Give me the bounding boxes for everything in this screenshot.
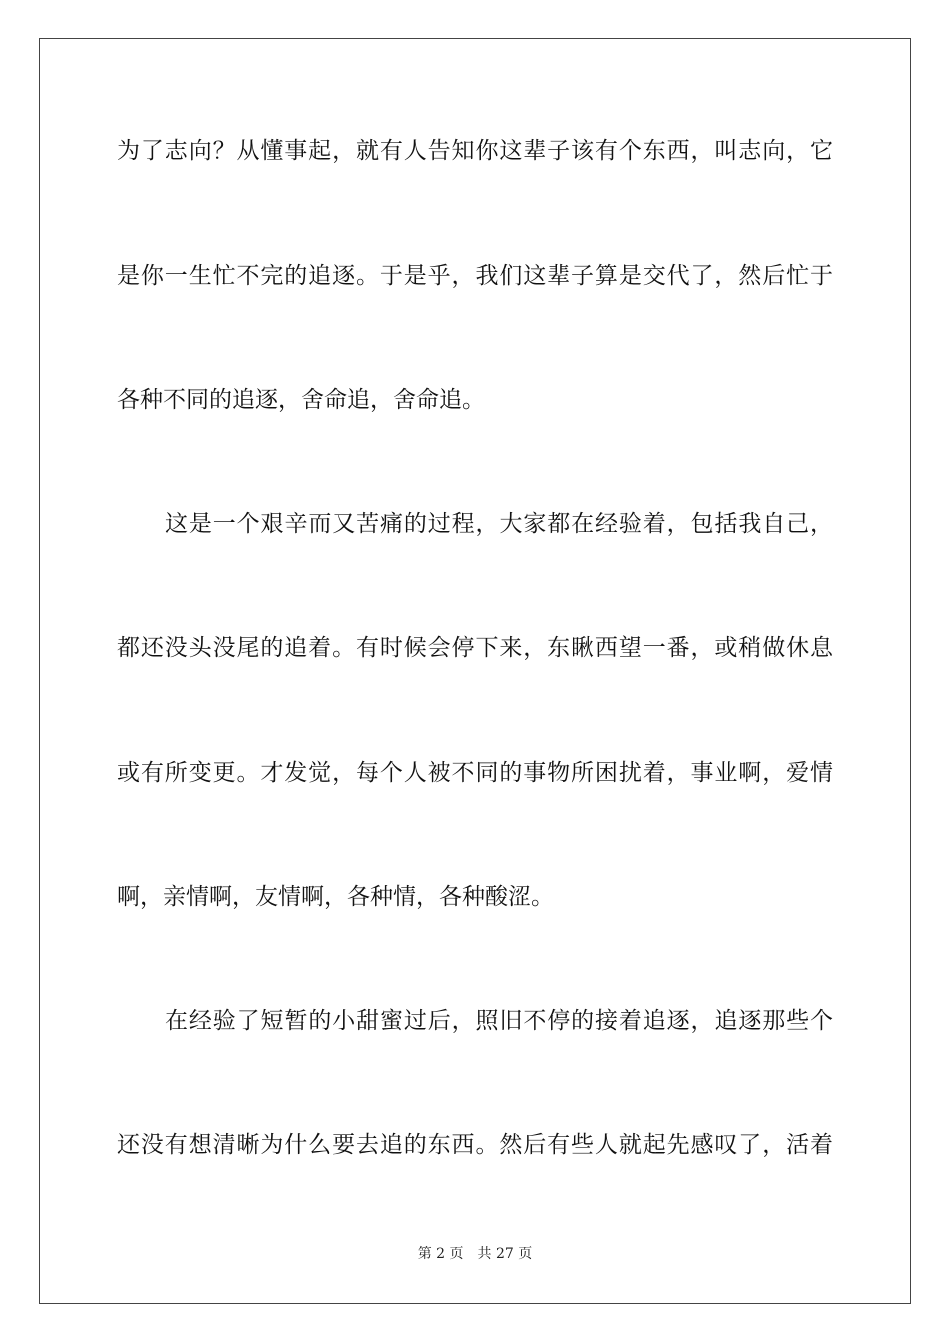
text-line: 这是一个艰辛而又苦痛的过程，大家都在经验着，包括我自己， <box>165 511 833 537</box>
page-number: 第 2 页 <box>417 1246 464 1262</box>
text-line: 在经验了短暂的小甜蜜过后，照旧不停的接着追逐，追逐那些个 <box>165 1008 833 1034</box>
text-line: 或有所变更。才发觉，每个人被不同的事物所困扰着，事业啊，爱情 <box>117 760 833 786</box>
page-total: 共 27 页 <box>477 1246 533 1262</box>
text-line: 各种不同的追逐，舍命追，舍命追。 <box>117 387 485 413</box>
page-footer <box>0 1244 950 1264</box>
text-line: 为了志向？从懂事起，就有人告知你这辈子该有个东西，叫志向，它 <box>117 138 833 164</box>
page-frame <box>39 38 911 1304</box>
text-line: 是你一生忙不完的追逐。于是乎，我们这辈子算是交代了，然后忙于 <box>117 263 833 289</box>
text-line: 啊，亲情啊，友情啊，各种情，各种酸涩。 <box>117 884 554 910</box>
text-line: 都还没头没尾的追着。有时候会停下来，东瞅西望一番，或稍做休息 <box>117 635 833 661</box>
text-line: 还没有想清晰为什么要去追的东西。然后有些人就起先感叹了，活着 <box>117 1132 833 1158</box>
